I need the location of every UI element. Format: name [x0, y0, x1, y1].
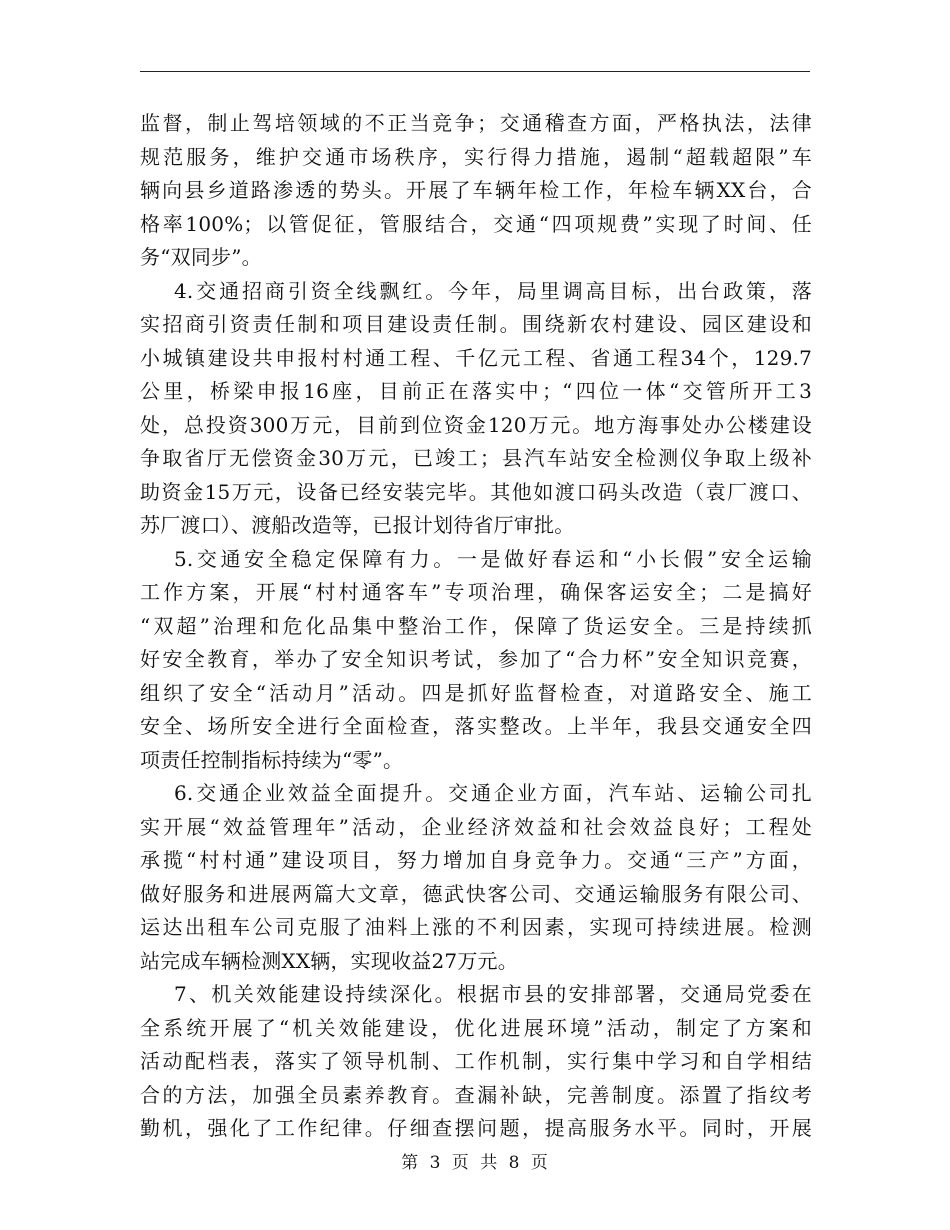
text-line: 辆向县乡道路渗透的势头。开展了车辆年检工作，年检车辆XX台，合 — [140, 178, 812, 202]
text-line: 合的方法，加强全员素养教育。查漏补缺，完善制度。添置了指纹考 — [140, 1082, 812, 1107]
text-line: 运达出租车公司克服了油料上涨的不利因素，实现可持续进展。检测 — [140, 915, 812, 939]
text-line: 格率100%；以管促征，管服结合，交通“四项规费”实现了时间、任 — [140, 211, 812, 236]
text-line: 6.交通企业效益全面提升。交通企业方面，汽车站、运输公司扎 — [174, 781, 812, 805]
text-line: 承揽“村村通”建设项目，努力增加自身竞争力。交通“三产”方面， — [140, 848, 812, 872]
text-line: 5.交通安全稳定保障有力。一是做好春运和“小长假”安全运输 — [174, 546, 812, 571]
paragraph-item-6 — [140, 777, 812, 978]
paragraph-item-5 — [140, 543, 812, 778]
paragraph-item-4 — [140, 275, 812, 543]
text-line: 工作方案，开展“村村通客车”专项治理，确保客运安全；二是搞好 — [140, 580, 812, 604]
body-text — [140, 107, 812, 1146]
paragraph-item-7 — [140, 978, 812, 1146]
text-line: 处，总投资300万元，目前到位资金120万元。地方海事处办公楼建设 — [140, 412, 812, 437]
text-line: 7、机关效能建设持续深化。根据市县的安排部署，交通局党委在 — [174, 982, 812, 1006]
text-line: 全系统开展了“机关效能建设，优化进展环境”活动，制定了方案和 — [140, 1015, 812, 1040]
text-line: 助资金15万元，设备已经安装完毕。其他如渡口码头改造（袁厂渡口、 — [140, 479, 812, 504]
text-line: 争取省厅无偿资金30万元，已竣工；县汽车站安全检测仪争取上级补 — [140, 446, 812, 470]
paragraph-continuation — [140, 107, 812, 275]
text-line: “双超”治理和危化品集中整治工作，保障了货运安全。三是持续抓 — [140, 613, 812, 638]
text-line: 务“双同步”。 — [140, 245, 262, 269]
text-line: 好安全教育，举办了安全知识考试，参加了“合力杯”安全知识竞赛， — [140, 647, 812, 671]
text-line: 勤机，强化了工作纪律。仔细查摆问题，提高服务水平。同时，开展 — [140, 1116, 812, 1140]
text-line: 实招商引资责任制和项目建设责任制。围绕新农村建设、园区建设和 — [140, 312, 812, 336]
text-line: 站完成车辆检测XX辆，实现收益27万元。 — [140, 948, 518, 973]
text-line: 项责任控制指标持续为“零”。 — [140, 747, 404, 772]
text-line: 做好服务和进展两篇大文章，德武快客公司、交通运输服务有限公司、 — [140, 881, 812, 906]
text-line: 安全、场所安全进行全面检查，落实整改。上半年，我县交通安全四 — [140, 714, 812, 738]
text-line: 组织了安全“活动月”活动。四是抓好监督检查，对道路安全、施工 — [140, 680, 812, 705]
text-line: 规范服务，维护交通市场秩序，实行得力措施，遏制“超载超限”车 — [140, 144, 812, 169]
text-line: 苏厂渡口）、渡船改造等，已报计划待省厅审批。 — [140, 513, 575, 537]
text-line: 实开展“效益管理年”活动，企业经济效益和社会效益良好；工程处 — [140, 814, 812, 839]
text-line: 监督，制止驾培领域的不正当竞争；交通稽查方面，严格执法，法律 — [140, 111, 812, 135]
text-line: 4.交通招商引资全线飘红。今年，局里调高目标，出台政策，落 — [174, 278, 812, 303]
header-rule — [140, 71, 810, 72]
page-number-footer: 第 3 页 共 8 页 — [401, 1153, 549, 1173]
text-line: 小城镇建设共申报村村通工程、千亿元工程、省通工程34个，129.7 — [140, 345, 812, 370]
text-line: 活动配档表，落实了领导机制、工作机制，实行集中学习和自学相结 — [140, 1049, 812, 1073]
text-line: 公里，桥梁申报16座，目前正在落实中；“四位一体“交管所开工3 — [140, 379, 812, 403]
